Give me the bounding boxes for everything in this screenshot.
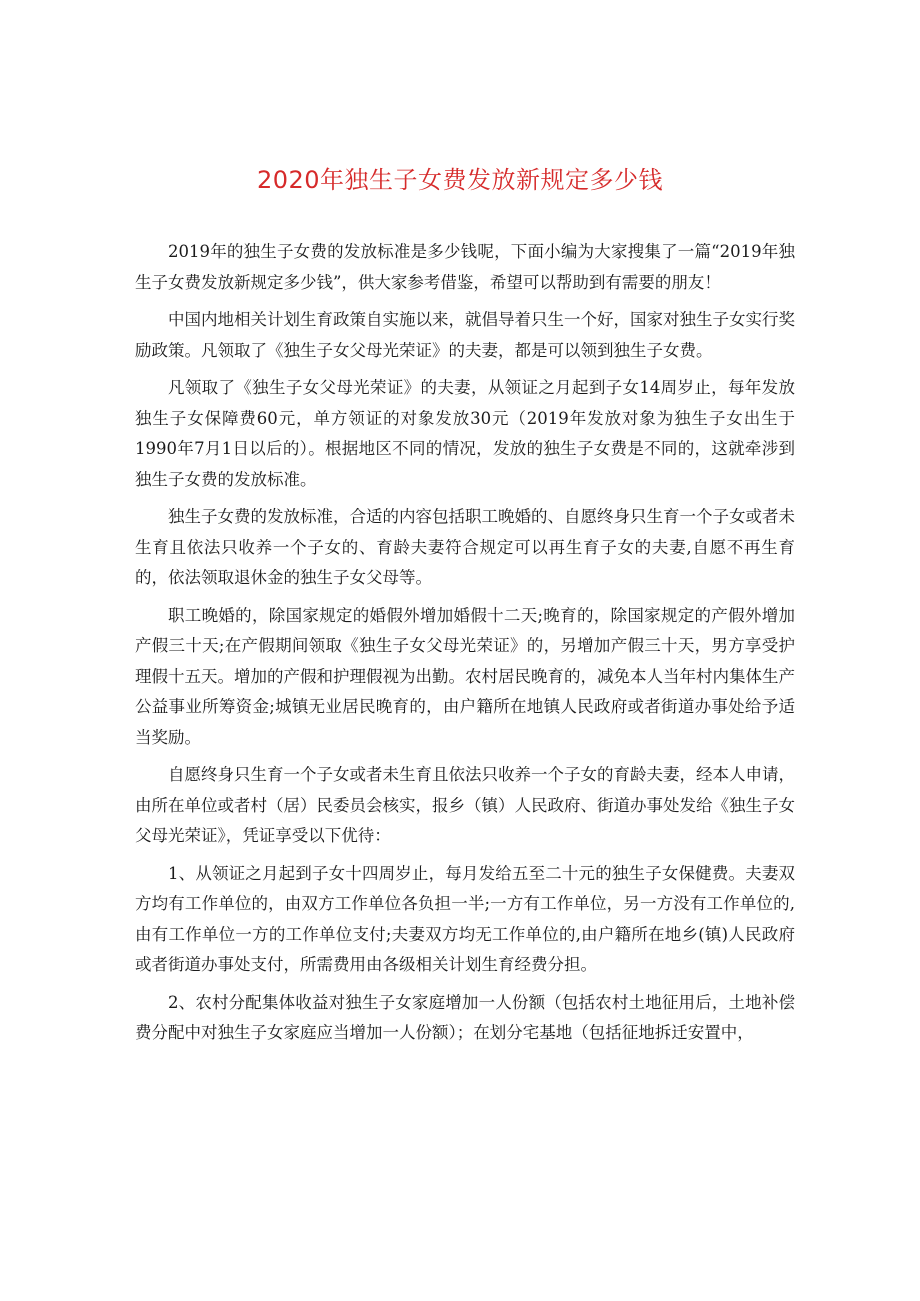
paragraph: 职工晚婚的，除国家规定的婚假外增加婚假十二天;晚育的，除国家规定的产假外增加产假三十天;在产假期间领取《独生子女父母光荣证》的，另增加产假三十天，男方享受护理假十五天。增加的产假和护理假视为出勤。农村居民晚育的，减免本人当年村内集体生产公益事业所筹资金;城镇无业居民晚育的，由户籍所在地镇人民政府或者街道办事处给予适当奖励。 <box>135 605 795 747</box>
document-title: 2020年独生子女费发放新规定多少钱 <box>256 166 664 194</box>
paragraph: 2019年的独生子女费的发放标准是多少钱呢，下面小编为大家搜集了一篇“2019年独生子女费发放新规定多少钱”，供大家参考借鉴，希望可以帮助到有需要的朋友！ <box>135 242 795 292</box>
paragraph: 1、从领证之月起到子女十四周岁止，每月发给五至二十元的独生子女保健费。夫妻双方均有工作单位的，由双方工作单位各负担一半;一方有工作单位，另一方没有工作单位的,由有工作单位一方的工作单位支付;夫妻双方均无工作单位的,由户籍所在地乡(镇)人民政府或者街道办事处支付，所需费用由各级相关计划生育经费分担。 <box>135 863 795 974</box>
paragraph: 凡领取了《独生子女父母光荣证》的夫妻，从领证之月起到子女14周岁止，每年发放独生子女保障费60元，单方领证的对象发放30元（2019年发放对象为独生子女出生于1990年7月1日以后的）。根据地区不同的情况，发放的独生子女费是不同的，这就牵涉到独生子女费的发放标准。 <box>135 378 795 489</box>
paragraph: 2、农村分配集体收益对独生子女家庭增加一人份额（包括农村土地征用后，土地补偿费分配中对独生子女家庭应当增加一人份额）；在划分宅基地（包括征地拆迁安置中， <box>135 992 795 1042</box>
paragraph: 独生子女费的发放标准，合适的内容包括职工晚婚的、自愿终身只生育一个子女或者未生育且依法只收养一个子女的、育龄夫妻符合规定可以再生育子女的夫妻,自愿不再生育的，依法领取退休金的独生子女父母等。 <box>135 507 795 587</box>
document-body <box>135 237 795 1056</box>
paragraph: 自愿终身只生育一个子女或者未生育且依法只收养一个子女的育龄夫妻，经本人申请，由所在单位或者村（居）民委员会核实，报乡（镇）人民政府、街道办事处发给《独生子女父母光荣证》，凭证享受以下优待： <box>135 765 795 845</box>
paragraph: 中国内地相关计划生育政策自实施以来，就倡导着只生一个好，国家对独生子女实行奖励政策。凡领取了《独生子女父母光荣证》的夫妻，都是可以领到独生子女费。 <box>135 310 795 360</box>
